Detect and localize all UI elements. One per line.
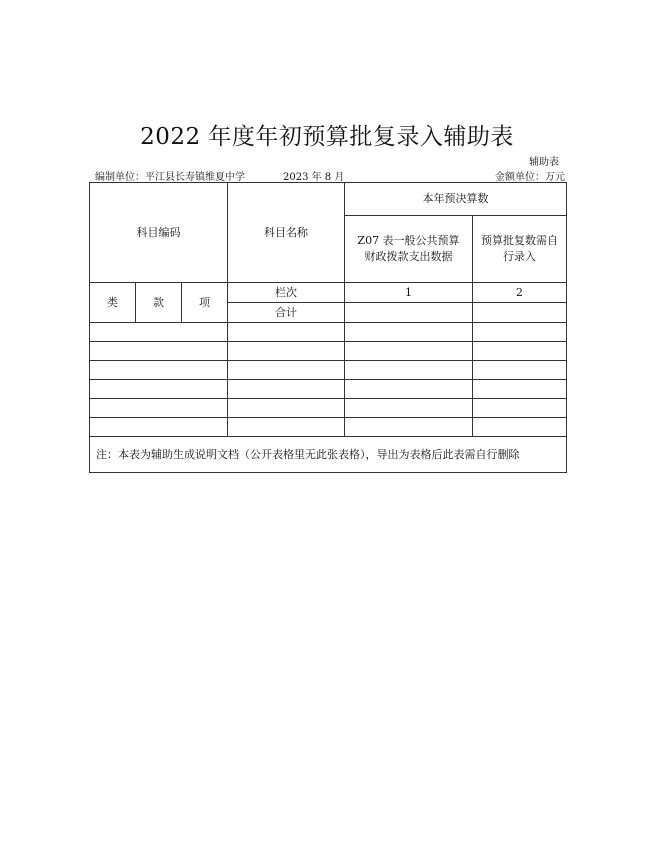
- budget-group-header: 本年预决算数: [345, 183, 567, 216]
- col2-index: 2: [473, 283, 567, 303]
- table-cell: [345, 399, 473, 418]
- table-cell: [228, 418, 345, 437]
- table-cell: [473, 418, 567, 437]
- form-id-label: 辅助表: [529, 157, 559, 168]
- table-cell: [345, 418, 473, 437]
- table-cell: [90, 399, 228, 418]
- table-cell: [228, 361, 345, 380]
- table-cell: [90, 418, 228, 437]
- table-cell: [228, 323, 345, 342]
- table-cell: [90, 361, 228, 380]
- col2-header: 预算批复数需自行录入: [473, 216, 567, 283]
- amount-unit: 金额单位：万元: [495, 172, 565, 183]
- col1-index: 1: [345, 283, 473, 303]
- table-row: [90, 380, 567, 399]
- table-cell: [228, 399, 345, 418]
- table-cell: [228, 380, 345, 399]
- table-cell: [473, 399, 567, 418]
- subject-name-header: 科目名称: [228, 183, 345, 283]
- table-note: 注：本表为辅助生成说明文档（公开表格里无此张表格），导出为表格后此表需自行删除: [90, 437, 567, 473]
- table-row: [90, 323, 567, 342]
- table-row: [90, 361, 567, 380]
- table-cell: [90, 380, 228, 399]
- note-row: [90, 437, 567, 473]
- total-col2: [473, 303, 567, 323]
- meta-row: [95, 168, 565, 182]
- header-row-1: [90, 183, 567, 216]
- page-title: 2022 年度年初预算批复录入辅助表: [140, 124, 514, 150]
- table-row: [90, 399, 567, 418]
- table-cell: [473, 342, 567, 361]
- table-cell: [345, 323, 473, 342]
- table-cell: [473, 361, 567, 380]
- table-cell: [90, 323, 228, 342]
- table-cell: [228, 342, 345, 361]
- table-cell: [90, 342, 228, 361]
- table-cell: [345, 342, 473, 361]
- col1-header: Z07 表一般公共预算财政拨款支出数据: [345, 216, 473, 283]
- preparing-unit: 编制单位：平江县长寿镇维夏中学: [95, 172, 245, 183]
- column-index-label: 栏次: [228, 283, 345, 303]
- index-row: [90, 283, 567, 303]
- report-date: 2023 年 8 月: [283, 172, 345, 183]
- table-row: [90, 342, 567, 361]
- total-col1: [345, 303, 473, 323]
- table-cell: [345, 380, 473, 399]
- table-cell: [345, 361, 473, 380]
- table-cell: [473, 380, 567, 399]
- section-header: 款: [136, 283, 182, 323]
- total-label: 合计: [228, 303, 345, 323]
- budget-table: [89, 182, 567, 473]
- table-row: [90, 418, 567, 437]
- table-cell: [473, 323, 567, 342]
- category-header: 类: [90, 283, 136, 323]
- item-header: 项: [182, 283, 228, 323]
- subject-code-header: 科目编码: [90, 183, 228, 283]
